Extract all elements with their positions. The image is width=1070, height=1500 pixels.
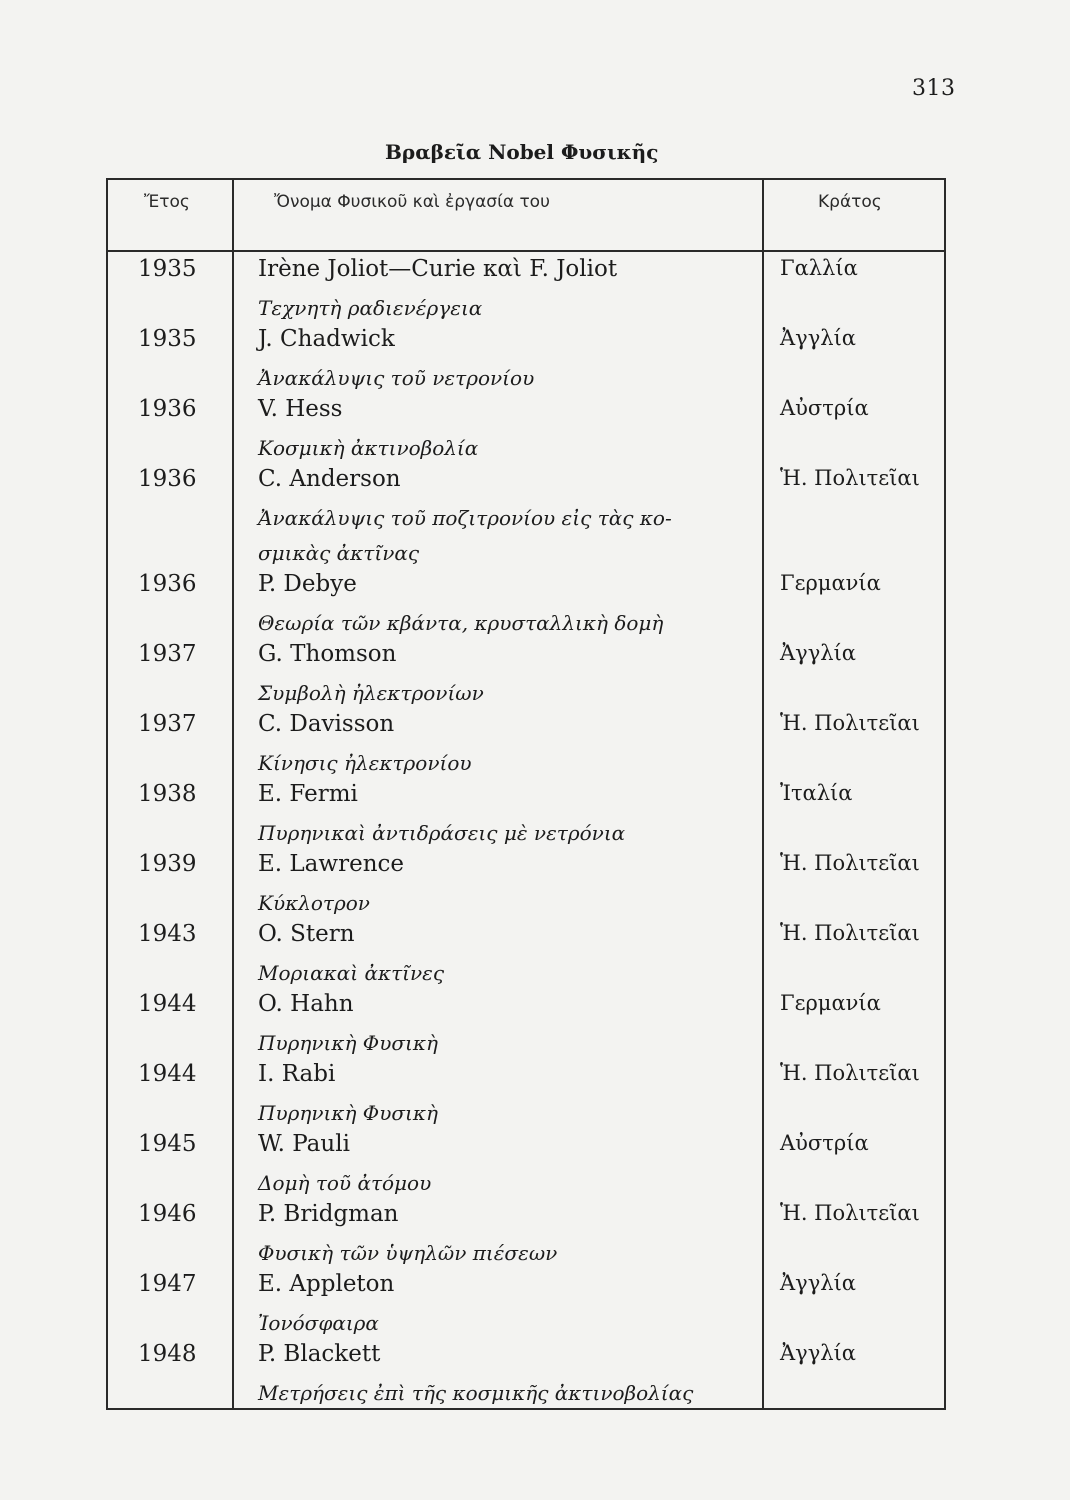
table-row	[106, 913, 946, 983]
row-laureate: E. Lawrence	[258, 851, 404, 877]
row-laureate: G. Thomson	[258, 641, 397, 667]
row-year: 1944	[138, 991, 197, 1017]
row-work: Ἰονόσφαιρα	[258, 1311, 379, 1335]
row-year: 1947	[138, 1271, 197, 1297]
row-country: Ἀγγλία	[780, 1271, 856, 1295]
row-work: Δομὴ τοῦ ἀτόμου	[258, 1171, 432, 1195]
row-year: 1937	[138, 711, 197, 737]
row-work: Ἀνακάλυψις τοῦ ποζιτρονίου εἰς τὰς κο-σμικὰς ἀκτῖνας	[258, 506, 672, 565]
row-country: Γερμανία	[780, 571, 881, 595]
row-year: 1936	[138, 571, 197, 597]
table-row	[106, 388, 946, 458]
row-year: 1948	[138, 1341, 197, 1367]
header-year: Ἔτος	[144, 192, 190, 212]
row-work: Μετρήσεις ἐπὶ τῆς κοσμικῆς ἀκτινοβολίας	[258, 1381, 694, 1405]
table-row	[106, 1333, 946, 1403]
row-work: Πυρηνικαὶ ἀντιδράσεις μὲ νετρόνια	[258, 821, 626, 845]
row-work: Πυρηνικὴ Φυσικὴ	[258, 1031, 438, 1055]
table-row	[106, 1193, 946, 1263]
row-laureate: C. Davisson	[258, 711, 395, 737]
row-country: Ἰταλία	[780, 781, 853, 805]
row-laureate: Irène Joliot—Curie καὶ F. Joliot	[258, 256, 618, 282]
row-year: 1939	[138, 851, 197, 877]
row-year: 1935	[138, 326, 197, 352]
table-row	[106, 1263, 946, 1333]
row-work: Ἀνακάλυψις τοῦ νετρονίου	[258, 366, 535, 390]
row-work: Θεωρία τῶν κβάντα, κρυσταλλικὴ δομὴ	[258, 611, 664, 635]
row-country: Ἡ. Πολιτεῖαι	[780, 1201, 920, 1225]
row-work: Τεχνητὴ ραδιενέργεια	[258, 296, 483, 320]
row-laureate: P. Debye	[258, 571, 357, 597]
row-laureate: O. Stern	[258, 921, 355, 947]
page-number: 313	[912, 76, 956, 101]
row-laureate: P. Bridgman	[258, 1201, 399, 1227]
row-laureate: I. Rabi	[258, 1061, 336, 1087]
row-country: Ἀγγλία	[780, 641, 856, 665]
header-name-work: Ὄνομα Φυσικοῦ καὶ ἐργασία του	[274, 192, 550, 212]
table-row	[106, 703, 946, 773]
table-row	[106, 1053, 946, 1123]
row-work: Κύκλοτρον	[258, 891, 370, 915]
row-laureate: J. Chadwick	[258, 326, 395, 352]
row-laureate: W. Pauli	[258, 1131, 350, 1157]
row-work: Φυσικὴ τῶν ὑψηλῶν πιέσεων	[258, 1241, 558, 1265]
table-row	[106, 248, 946, 318]
row-laureate: V. Hess	[258, 396, 343, 422]
row-work: Συμβολὴ ἠλεκτρονίων	[258, 681, 484, 705]
row-laureate: E. Appleton	[258, 1271, 395, 1297]
row-laureate: O. Hahn	[258, 991, 354, 1017]
row-year: 1936	[138, 466, 197, 492]
table-row	[106, 1123, 946, 1193]
row-laureate: E. Fermi	[258, 781, 358, 807]
row-work: Κοσμικὴ ἀκτινοβολία	[258, 436, 479, 460]
row-country: Αὐστρία	[780, 396, 869, 420]
table-body	[106, 248, 946, 1403]
row-laureate: C. Anderson	[258, 466, 401, 492]
row-year: 1946	[138, 1201, 197, 1227]
row-work: Πυρηνικὴ Φυσικὴ	[258, 1101, 438, 1125]
row-year: 1943	[138, 921, 197, 947]
table-row	[106, 773, 946, 843]
table-row	[106, 458, 946, 563]
row-country: Ἀγγλία	[780, 326, 856, 350]
row-year: 1935	[138, 256, 197, 282]
row-country: Ἡ. Πολιτεῖαι	[780, 466, 920, 490]
row-country: Γερμανία	[780, 991, 881, 1015]
row-country: Αὐστρία	[780, 1131, 869, 1155]
row-year: 1937	[138, 641, 197, 667]
row-year: 1944	[138, 1061, 197, 1087]
row-country: Ἡ. Πολιτεῖαι	[780, 851, 920, 875]
table-row	[106, 318, 946, 388]
row-country: Γαλλία	[780, 256, 858, 280]
table-row	[106, 563, 946, 633]
header-country: Κράτος	[818, 192, 882, 212]
row-laureate: P. Blackett	[258, 1341, 381, 1367]
table-row	[106, 633, 946, 703]
row-country: Ἡ. Πολιτεῖαι	[780, 711, 920, 735]
row-year: 1945	[138, 1131, 197, 1157]
row-country: Ἡ. Πολιτεῖαι	[780, 1061, 920, 1085]
table-row	[106, 843, 946, 913]
row-work: Μοριακαὶ ἀκτῖνες	[258, 961, 445, 985]
row-year: 1938	[138, 781, 197, 807]
row-year: 1936	[138, 396, 197, 422]
table-title: Βραβεῖα Nobel Φυσικῆς	[385, 140, 659, 164]
row-country: Ἡ. Πολιτεῖαι	[780, 921, 920, 945]
table-row	[106, 983, 946, 1053]
row-country: Ἀγγλία	[780, 1341, 856, 1365]
row-work: Κίνησις ἠλεκτρονίου	[258, 751, 472, 775]
